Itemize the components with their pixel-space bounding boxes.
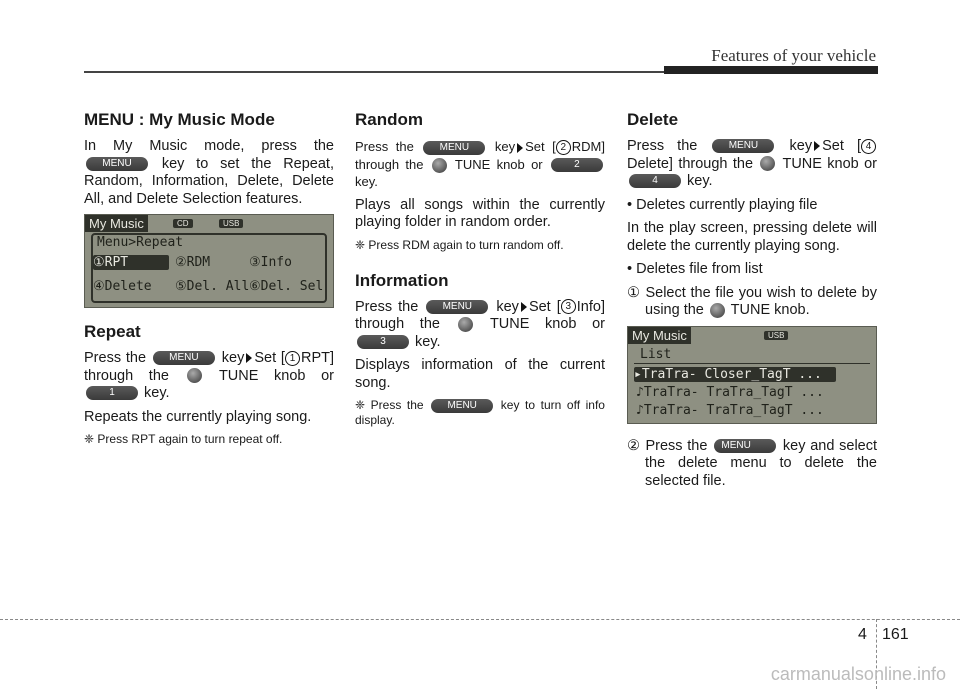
arrow-right-icon: [521, 302, 527, 312]
list-divider: [634, 363, 870, 364]
info-text-d: Info]: [576, 298, 605, 315]
tune-knob-icon: [187, 368, 202, 383]
repeat-description: Repeats the currently playing song.: [84, 408, 312, 425]
random-description: Plays all songs within the currently playing folder in random order.: [355, 196, 605, 230]
watermark: carmanualsonline.info: [770, 664, 946, 684]
delete-text-a: Press the: [627, 138, 698, 154]
delete-text-f: TUNE knob or: [782, 155, 877, 172]
info-text-b: key: [496, 298, 519, 315]
menu-item-rpt: ①RPT: [93, 255, 169, 270]
number-4-icon: 4: [861, 139, 876, 154]
key-3-icon: 3: [357, 335, 409, 349]
menu-key-icon: MENU: [712, 139, 774, 153]
chapter-number: 4: [858, 626, 867, 643]
random-text-a: Press the: [355, 139, 414, 154]
key-2-icon: 2: [551, 158, 603, 172]
info-text-g: key.: [415, 333, 441, 350]
random-text-d: RDM]: [571, 139, 605, 154]
info-instructions: [355, 299, 605, 352]
menu-item-del-sel: ⑥Del. Sel: [249, 279, 324, 294]
random-text-c: Set [: [525, 139, 556, 154]
menu-item-rdm: ②RDM: [175, 255, 211, 270]
info-note-a: ❈ Press the: [355, 398, 424, 412]
menu-item-del-all: ⑤Del. All: [175, 279, 250, 294]
bullet-current-desc: In the play screen, pressing delete will delete the currently playing song.: [627, 220, 877, 254]
repeat-text-a: Press the: [84, 350, 147, 366]
tune-knob-icon: [710, 303, 725, 318]
list-row-selected: ▸TraTra- Closer_TagT ...: [634, 367, 836, 382]
usb-tag: USB: [219, 219, 243, 228]
menu-key-icon: MENU: [423, 141, 485, 155]
random-text-b: key: [494, 139, 516, 154]
screen-title: My Music: [628, 327, 691, 344]
step-2: [627, 438, 877, 491]
arrow-right-icon: [517, 143, 523, 153]
delete-instructions: [627, 138, 877, 191]
random-note: ❈ Press RDM again to turn random off.: [355, 237, 564, 252]
repeat-note: ❈ Press RPT again to turn repeat off.: [84, 432, 283, 446]
repeat-text-f: TUNE knob or: [218, 367, 334, 384]
screen-title: My Music: [85, 215, 148, 232]
delete-text-e: through the: [678, 155, 754, 172]
repeat-text-e: through the: [84, 367, 169, 384]
info-text-a: Press the: [355, 298, 419, 315]
intro-text: [84, 138, 334, 208]
menu-key-icon: MENU: [153, 351, 215, 365]
random-text-g: key.: [355, 174, 378, 189]
info-text-f: TUNE knob or: [489, 316, 605, 332]
step-1: [627, 285, 877, 320]
info-heading: Information: [355, 270, 449, 290]
menu-item-info: ③Info: [249, 255, 292, 270]
info-text-e: through the: [355, 316, 440, 332]
number-1-icon: 1: [285, 351, 300, 366]
list-row: ♪TraTra- TraTra_TagT ...: [636, 384, 824, 400]
info-note: [355, 398, 605, 428]
delete-text-c: Set [: [822, 138, 862, 154]
mode-heading: MENU : My Music Mode: [84, 110, 275, 129]
key-1-icon: 1: [86, 386, 138, 400]
page-number: 161: [882, 626, 909, 643]
column-3: [627, 110, 877, 496]
random-text-f: TUNE knob or: [454, 156, 543, 172]
delete-text-d: Delete]: [627, 155, 673, 172]
header-rule: [84, 71, 664, 73]
random-instructions: [355, 138, 605, 191]
list-label: List: [640, 346, 672, 362]
list-row: ♪TraTra- TraTra_TagT ...: [636, 402, 824, 418]
delete-text-g: key.: [687, 173, 713, 189]
column-1: [84, 110, 334, 453]
menu-screen: [84, 214, 334, 308]
menu-key-icon: MENU: [426, 300, 488, 314]
info-description: Displays information of the current song.: [355, 357, 605, 391]
column-2: [355, 110, 605, 434]
key-4-icon: 4: [629, 174, 681, 188]
repeat-heading: Repeat: [84, 322, 141, 341]
repeat-text-g: key.: [144, 385, 170, 401]
section-title: Features of your vehicle: [711, 46, 876, 65]
info-note-b: key to turn off info display.: [355, 398, 605, 427]
number-2-icon: 2: [556, 140, 571, 155]
random-text-e: through the: [355, 156, 424, 172]
list-screen: [627, 326, 877, 424]
bullet-list-file: • Deletes file from list: [627, 261, 763, 277]
menu-key-icon: MENU: [714, 439, 776, 453]
menu-path: Menu>Repeat: [97, 235, 184, 250]
cd-tag: CD: [173, 219, 193, 228]
repeat-text-c: Set [: [254, 350, 285, 366]
tune-knob-icon: [458, 317, 473, 332]
step-2-text-b: key and select the delete menu to delete the selected file.: [645, 437, 878, 489]
menu-key-icon: MENU: [431, 399, 493, 413]
step-1-text-b: TUNE knob.: [730, 302, 810, 318]
step-1-text-a: ① Select the file you wish to delete by using the: [627, 284, 877, 318]
menu-item-delete: ④Delete: [93, 279, 152, 294]
delete-text-b: key: [789, 138, 813, 154]
info-text-c: Set [: [528, 298, 561, 315]
number-3-icon: 3: [561, 299, 576, 314]
step-2-text-a: ② Press the: [627, 437, 708, 454]
footer-dashed-line: [0, 619, 960, 620]
repeat-text-d: RPT]: [300, 350, 334, 366]
repeat-text-b: key: [221, 350, 245, 366]
repeat-instructions: [84, 350, 334, 403]
bullet-current-file: • Deletes currently playing file: [627, 196, 818, 213]
menu-key-icon: MENU: [86, 157, 148, 171]
tune-knob-icon: [432, 158, 447, 173]
delete-heading: Delete: [627, 110, 679, 129]
usb-tag: USB: [764, 331, 788, 340]
arrow-right-icon: [246, 353, 252, 363]
arrow-right-icon: [814, 141, 820, 151]
header-bar: [664, 66, 878, 74]
intro-after: key to set the Repeat, Random, Information, Delete, Delete All, and Delete Selection features.: [84, 155, 334, 207]
tune-knob-icon: [760, 156, 775, 171]
random-heading: Random: [355, 110, 423, 129]
intro-before: In My Music mode, press the: [84, 138, 334, 154]
